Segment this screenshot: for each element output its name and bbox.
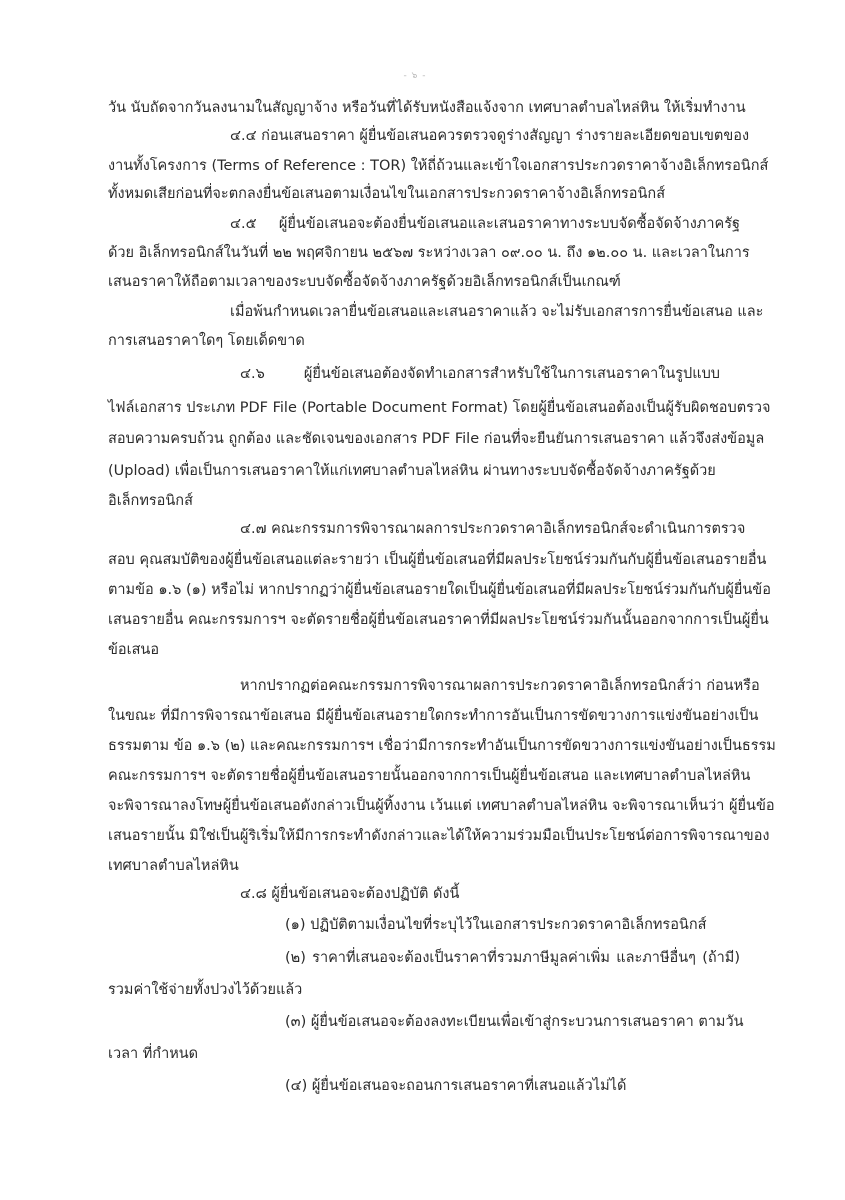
text-line: เมื่อพ้นกำหนดเวลายื่นข้อเสนอและเสนอราคาแล้ว จะไม่รับเอกสารการยื่นข้อเสนอ และ: [230, 304, 764, 320]
section-4-8-heading: ๔.๘ ผู้ยื่นข้อเสนอจะต้องปฏิบัติ ดังนี้: [240, 886, 460, 902]
text-line: ตามข้อ ๑.๖ (๑) หรือไม่ หากปรากฏว่าผู้ยื่นข้อเสนอรายใดเป็นผู้ยื่นข้อเสนอที่มีผลประโยชน์ร่วมกันกับผู้ยื่นข้อ: [108, 582, 771, 598]
text-line: (Upload) เพื่อเป็นการเสนอราคาให้แก่เทศบาลตำบลไหล่หิน ผ่านทางระบบจัดซื้อจัดจ้างภาครัฐด้วย: [108, 463, 716, 479]
text-line: งานทั้งโครงการ (Terms of Reference : TOR) ให้ถี่ถ้วนและเข้าใจเอกสารประกวดราคาจ้างอิเล็กทรอนิกส์: [108, 158, 769, 174]
text-line: ทั้งหมดเสียก่อนที่จะตกลงยื่นข้อเสนอตามเงื่อนไขในเอกสารประกวดราคาจ้างอิเล็กทรอนิกส์: [108, 186, 666, 202]
text-line: อิเล็กทรอนิกส์: [108, 493, 193, 509]
section-4-4-heading: ๔.๔ ก่อนเสนอราคา ผู้ยื่นข้อเสนอควรตรวจดูร่างสัญญา ร่างรายละเอียดขอบเขตของ: [230, 128, 750, 144]
text-line: เสนอรายนั้น มิใช่เป็นผู้ริเริ่มให้มีการกระทำดังกล่าวและได้ให้ความร่วมมือเป็นประโยชน์ต่อการพิจารณาของ: [108, 828, 770, 844]
page-header-mark: - ๖ -: [403, 71, 427, 81]
text-line: เวลา ที่กำหนด: [108, 1046, 199, 1062]
text-line: หากปรากฏต่อคณะกรรมการพิจารณาผลการประกวดราคาอิเล็กทรอนิกส์ว่า ก่อนหรือ: [240, 678, 760, 694]
text-line: เทศบาลตำบลไหล่หิน: [108, 858, 239, 874]
text-line: ในขณะ ที่มีการพิจารณาข้อเสนอ มีผู้ยื่นข้อเสนอรายใดกระทำการอันเป็นการขัดขวางการแข่งขันอย่างเป็น: [108, 708, 759, 724]
text-line: เสนอรายอื่น คณะกรรมการฯ จะตัดรายชื่อผู้ยื่นข้อเสนอราคาที่มีผลประโยชน์ร่วมกันนั้นออกจากการเป็นผู้ยื่น: [108, 612, 769, 628]
text-line: สอบ คุณสมบัติของผู้ยื่นข้อเสนอแต่ละรายว่า เป็นผู้ยื่นข้อเสนอที่มีผลประโยชน์ร่วมกันกับผู้ยื่นข้อเสนอรายอื่น: [108, 552, 767, 568]
list-item: (๑) ปฏิบัติตามเงื่อนไขที่ระบุไว้ในเอกสารประกวดราคาอิเล็กทรอนิกส์: [285, 917, 707, 933]
text-line: การเสนอราคาใดๆ โดยเด็ดขาด: [108, 333, 305, 349]
text-line: ข้อเสนอ: [108, 642, 160, 658]
section-4-6-heading: ๔.๖ ผู้ยื่นข้อเสนอต้องจัดทำเอกสารสำหรับใช้ในการเสนอราคาในรูปแบบ: [240, 366, 720, 382]
text-line: ไฟล์เอกสาร ประเภท PDF File (Portable Document Format) โดยผู้ยื่นข้อเสนอต้องเป็นผู้รับผิดชอบตรวจ: [108, 400, 771, 416]
list-item: (๓) ผู้ยื่นข้อเสนอจะต้องลงทะเบียนเพื่อเข้าสู่กระบวนการเสนอราคา ตามวัน: [285, 1014, 744, 1030]
text-line: วัน นับถัดจากวันลงนามในสัญญาจ้าง หรือวันที่ได้รับหนังสือแจ้งจาก เทศบาลตำบลไหล่หิน ให้เริ่มทำงาน: [108, 100, 746, 116]
text-line: ด้วย อิเล็กทรอนิกส์ในวันที่ ๒๒ พฤศจิกายน ๒๕๖๗ ระหว่างเวลา ๐๙.๐๐ น. ถึง ๑๒.๐๐ น. และเวลาในการ: [108, 245, 750, 261]
list-item: (๒) ราคาที่เสนอจะต้องเป็นราคาที่รวมภาษีมูลค่าเพิ่ม และภาษีอื่นๆ (ถ้ามี): [285, 950, 740, 966]
text-line: คณะกรรมการฯ จะตัดรายชื่อผู้ยื่นข้อเสนอรายนั้นออกจากการเป็นผู้ยื่นข้อเสนอ และเทศบาลตำบลไหล่หิน: [108, 768, 751, 784]
text-line: รวมค่าใช้จ่ายทั้งปวงไว้ด้วยแล้ว: [108, 982, 303, 998]
text-line: จะพิจารณาลงโทษผู้ยื่นข้อเสนอดังกล่าวเป็นผู้ทิ้งงาน เว้นแต่ เทศบาลตำบลไหล่หิน จะพิจารณาเห็นว่า ผู้ยื่นข้อ: [108, 798, 775, 814]
text-line: สอบความครบถ้วน ถูกต้อง และชัดเจนของเอกสาร PDF File ก่อนที่จะยืนยันการเสนอราคา แล้วจึงส่งข้อมูล: [108, 431, 765, 447]
section-4-5-heading: ๔.๕ ผู้ยื่นข้อเสนอจะต้องยื่นข้อเสนอและเสนอราคาทางระบบจัดซื้อจัดจ้างภาครัฐ: [230, 216, 740, 232]
section-4-7-heading: ๔.๗ คณะกรรมการพิจารณาผลการประกวดราคาอิเล็กทรอนิกส์จะดำเนินการตรวจ: [240, 521, 746, 537]
list-item: (๔) ผู้ยื่นข้อเสนอจะถอนการเสนอราคาที่เสนอแล้วไม่ได้: [285, 1078, 627, 1094]
text-line: เสนอราคาให้ถือตามเวลาของระบบจัดซื้อจัดจ้างภาครัฐด้วยอิเล็กทรอนิกส์เป็นเกณฑ์: [108, 274, 621, 290]
text-line: ธรรมตาม ข้อ ๑.๖ (๒) และคณะกรรมการฯ เชื่อว่ามีการกระทำอันเป็นการขัดขวางการแข่งขันอย่างเป็นธรรม: [108, 738, 776, 754]
